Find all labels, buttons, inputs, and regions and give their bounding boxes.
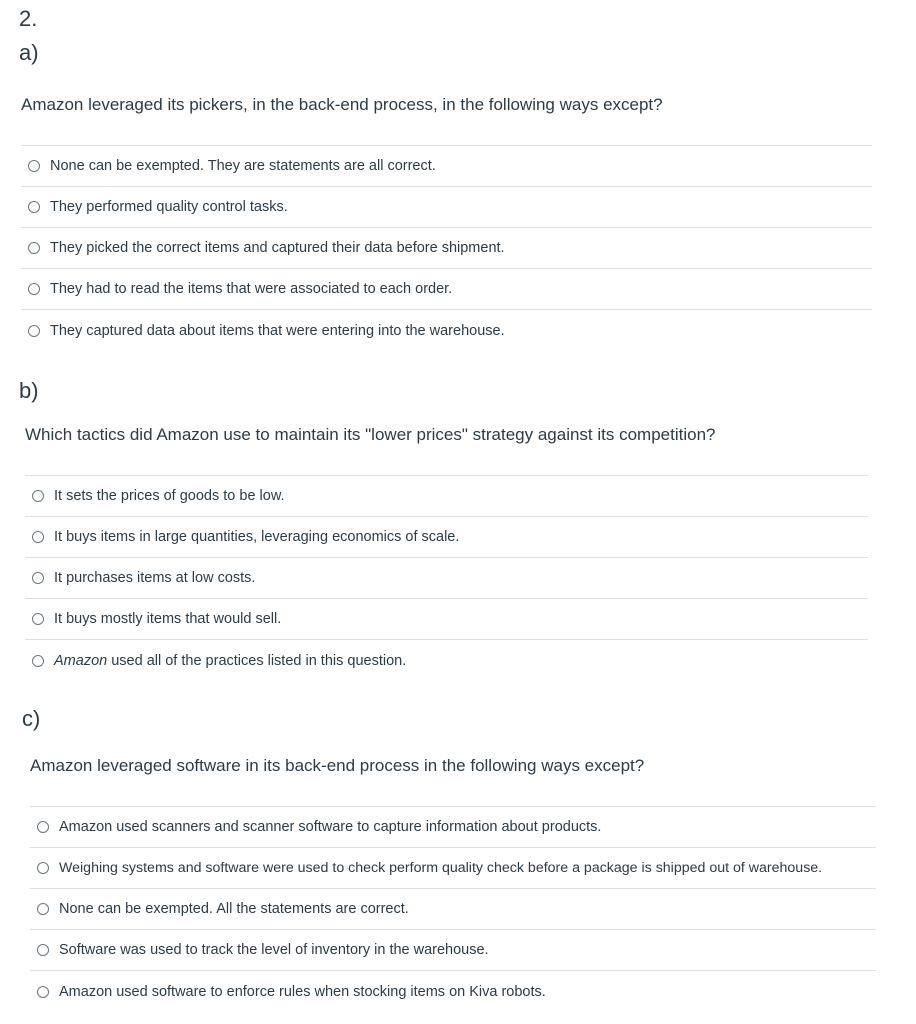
part-b-prompt: Which tactics did Amazon use to maintain its "lower prices" strategy against its competition?	[25, 425, 716, 444]
option-label: They captured data about items that were entering into the warehouse.	[50, 322, 505, 339]
part-b-options	[25, 475, 868, 681]
radio-icon[interactable]	[28, 325, 40, 337]
radio-icon[interactable]	[37, 944, 49, 956]
part-b-option-5[interactable]	[25, 640, 868, 681]
part-a-option-2[interactable]	[21, 187, 872, 228]
part-a-option-3[interactable]	[21, 228, 872, 269]
part-c-option-4[interactable]	[30, 930, 876, 971]
part-a-options	[21, 145, 872, 351]
part-b-label: b)	[19, 378, 39, 403]
radio-icon[interactable]	[32, 490, 44, 502]
option-label: It buys items in large quantities, leveraging economics of scale.	[54, 529, 460, 545]
option-label: They picked the correct items and captured their data before shipment.	[50, 240, 505, 256]
radio-icon[interactable]	[32, 531, 44, 543]
part-b-option-2[interactable]	[25, 517, 868, 558]
part-a-label: a)	[19, 40, 39, 65]
part-c-option-1[interactable]	[30, 807, 876, 848]
part-c-options	[30, 806, 876, 1012]
radio-icon[interactable]	[37, 862, 49, 874]
option-label: They had to read the items that were associated to each order.	[50, 281, 453, 297]
option-label: Amazon used software to enforce rules when stocking items on Kiva robots.	[59, 983, 546, 1000]
part-b-option-1[interactable]	[25, 476, 868, 517]
part-c-label: c)	[22, 706, 41, 731]
option-emphasis: Amazon	[54, 652, 108, 669]
radio-icon[interactable]	[37, 903, 49, 915]
radio-icon[interactable]	[28, 283, 40, 295]
option-label: It sets the prices of goods to be low.	[54, 488, 285, 504]
part-a-option-5[interactable]	[21, 310, 872, 351]
option-label: It purchases items at low costs.	[54, 570, 256, 586]
option-label: It buys mostly items that would sell.	[54, 611, 282, 627]
option-label: They performed quality control tasks.	[50, 199, 288, 215]
part-c-prompt: Amazon leveraged software in its back-end process in the following ways except?	[30, 756, 645, 775]
part-c-option-3[interactable]	[30, 889, 876, 930]
option-label: None can be exempted. All the statements are correct.	[59, 901, 409, 917]
question-number: 2.	[19, 6, 38, 31]
option-label-rest: used all of the practices listed in this question.	[107, 652, 407, 669]
part-a-prompt: Amazon leveraged its pickers, in the back-end process, in the following ways except?	[21, 95, 663, 114]
radio-icon[interactable]	[32, 655, 44, 667]
radio-icon[interactable]	[28, 160, 40, 172]
part-c-option-2[interactable]	[30, 848, 876, 889]
radio-icon[interactable]	[37, 986, 49, 998]
part-b-option-3[interactable]	[25, 558, 868, 599]
option-label: Weighing systems and software were used to check perform quality check before a package is shipped out of warehouse.	[59, 860, 823, 876]
part-c-option-5[interactable]	[30, 971, 876, 1012]
radio-icon[interactable]	[32, 613, 44, 625]
radio-icon[interactable]	[28, 242, 40, 254]
radio-icon[interactable]	[28, 201, 40, 213]
part-a-option-4[interactable]	[21, 269, 872, 310]
radio-icon[interactable]	[37, 821, 49, 833]
option-label	[54, 653, 406, 669]
radio-icon[interactable]	[32, 572, 44, 584]
part-b-option-4[interactable]	[25, 599, 868, 640]
part-a-option-1[interactable]	[21, 146, 872, 187]
option-label: None can be exempted. They are statements are all correct.	[50, 158, 436, 174]
option-label: Software was used to track the level of inventory in the warehouse.	[59, 942, 489, 958]
option-label: Amazon used scanners and scanner software to capture information about products.	[59, 819, 602, 835]
